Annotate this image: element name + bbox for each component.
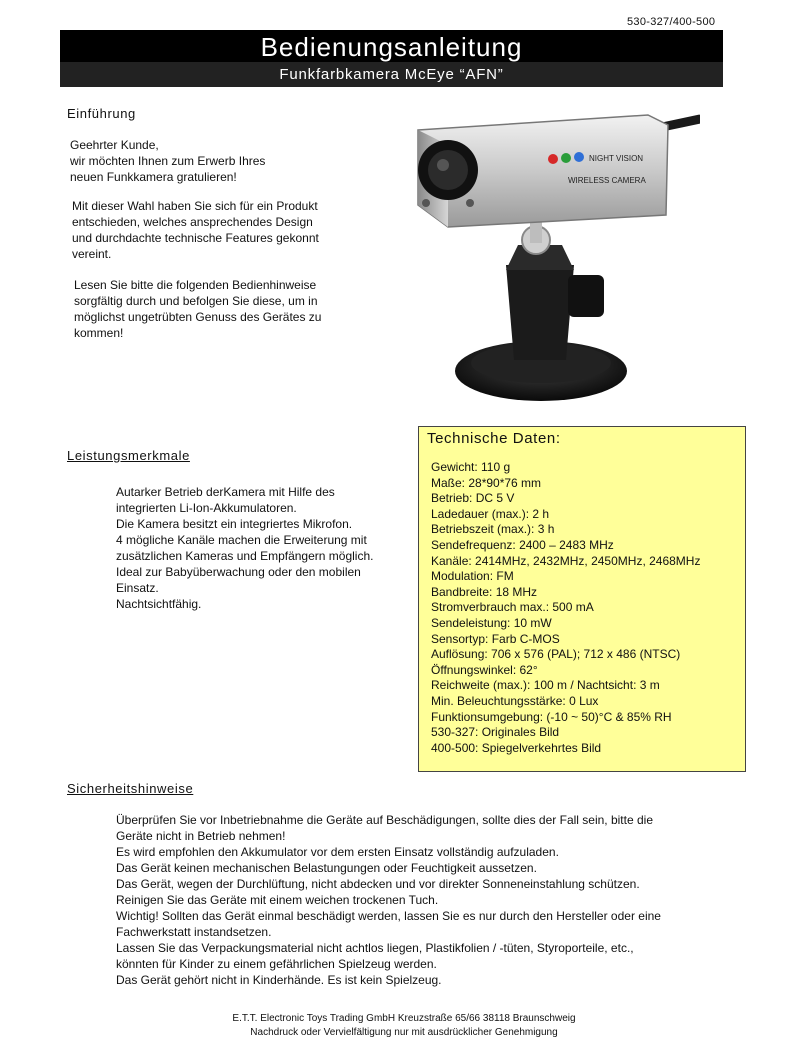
tech-spec-item: Öffnungswinkel: 62° <box>431 662 538 677</box>
tech-specs-list <box>431 460 700 756</box>
camera-product-image <box>388 95 700 410</box>
tech-spec-item: Betrieb: DC 5 V <box>431 491 515 506</box>
features-heading: Leistungsmerkmale <box>67 448 190 463</box>
tech-spec-item: Reichweite (max.): 100 m / Nachtsicht: 3 m <box>431 678 660 693</box>
tech-spec-item: Min. Beleuchtungsstärke: 0 Lux <box>431 693 599 708</box>
camera-label-night-vision: NIGHT VISION <box>589 154 644 163</box>
tech-spec-item: Modulation: FM <box>431 569 514 584</box>
document-title: Bedienungsanleitung <box>60 30 723 62</box>
tech-spec-item: Betriebszeit (max.): 3 h <box>431 522 555 537</box>
tech-spec-item: Sendeleistung: 10 mW <box>431 615 552 630</box>
intro-heading: Einführung <box>67 106 136 121</box>
tech-spec-item: Sendefrequenz: 2400 – 2483 MHz <box>431 537 614 552</box>
intro-paragraph-instructions: Lesen Sie bitte die folgenden Bedienhinweise sorgfältig durch und befolgen Sie diese, um in möglichst ungetrübten Genuss des Gerätes zu kommen! <box>74 278 322 340</box>
document-code: 530-327/400-500 <box>627 16 716 28</box>
safety-heading: Sicherheitshinweise <box>67 781 194 796</box>
tech-spec-item: Stromverbrauch max.: 500 mA <box>431 600 594 615</box>
tech-spec-item: 400-500: Spiegelverkehrtes Bild <box>431 740 602 755</box>
tech-spec-item: Auflösung: 706 x 576 (PAL); 712 x 486 (NTSC) <box>431 647 681 662</box>
tech-spec-item: Kanäle: 2414MHz, 2432MHz, 2450MHz, 2468MHz <box>431 553 701 568</box>
tech-spec-item: Funktionsumgebung: (-10 ~ 50)°C & 85% RH <box>431 709 672 724</box>
tech-specs-heading: Technische Daten: <box>427 430 561 447</box>
document-subtitle: Funkfarbkamera McEye “AFN” <box>60 62 723 87</box>
features-text: Autarker Betrieb derKamera mit Hilfe des integrierten Li-Ion-Akkumulatoren. Die Kamera besitzt ein integriertes Mikrofon. 4 mögliche Kanäle machen die Erweiterung mit zusätzlichen Kameras und Empfängern möglich. Ideal zur Babyüberwachung oder den mobilen Einsatz. Nachtsichtfähig. <box>116 485 374 611</box>
camera-label-wireless: WIRELESS CAMERA <box>568 176 646 185</box>
footer-company: E.T.T. Electronic Toys Trading GmbH Kreuzstraße 65/66 38118 Braunschweig <box>232 1013 576 1024</box>
safety-text: Überprüfen Sie vor Inbetriebnahme die Geräte auf Beschädigungen, sollte dies der Fall sein, bitte die Geräte nicht in Betrieb nehmen! Es wird empfohlen den Akkumulator vor dem ersten Einsatz vollständig aufzuladen. Das Gerät keinen mechanischen Belastungungen oder Feuchtigkeit aussetzen. Das Gerät, wegen der Durchlüftung, nicht abdecken und vor direkter Sonneneinstahlung schützen. Reinigen Sie das Geräte mit einem weichen trockenen Tuch. Wichtig! Sollten das Gerät einmal beschädigt werden, lassen Sie es nur durch den Hersteller oder eine Fachwerkstatt instandsetzen. Lassen Sie das Verpackungsmaterial nicht achtlos liegen, Plastikfolien / -tüten, Styroporteile, etc., könnten für Kinder zu einem gefährlichen Spielzeug werden. Das Gerät gehört nicht in Kinderhände. Es ist kein Spielzeug. <box>116 813 661 987</box>
footer-copyright: Nachdruck oder Vervielfältigung nur mit ausdrücklicher Genehmigung <box>250 1027 558 1038</box>
tech-specs-box <box>418 426 746 772</box>
tech-spec-item: Gewicht: 110 g <box>431 460 511 474</box>
intro-paragraph-choice: Mit dieser Wahl haben Sie sich für ein Produkt entschieden, welches ansprechendes Design und durchdachte technische Features gekonnt vereint. <box>72 199 319 261</box>
tech-spec-item: Bandbreite: 18 MHz <box>431 584 538 599</box>
tech-spec-item: Maße: 28*90*76 mm <box>431 475 542 490</box>
tech-spec-item: Sensortyp: Farb C-MOS <box>431 631 560 646</box>
tech-spec-item: 530-327: Originales Bild <box>431 725 560 740</box>
intro-paragraph-greeting: Geehrter Kunde, wir möchten Ihnen zum Erwerb Ihres neuen Funkkamera gratulieren! <box>70 138 266 184</box>
tech-spec-item: Ladedauer (max.): 2 h <box>431 506 550 521</box>
